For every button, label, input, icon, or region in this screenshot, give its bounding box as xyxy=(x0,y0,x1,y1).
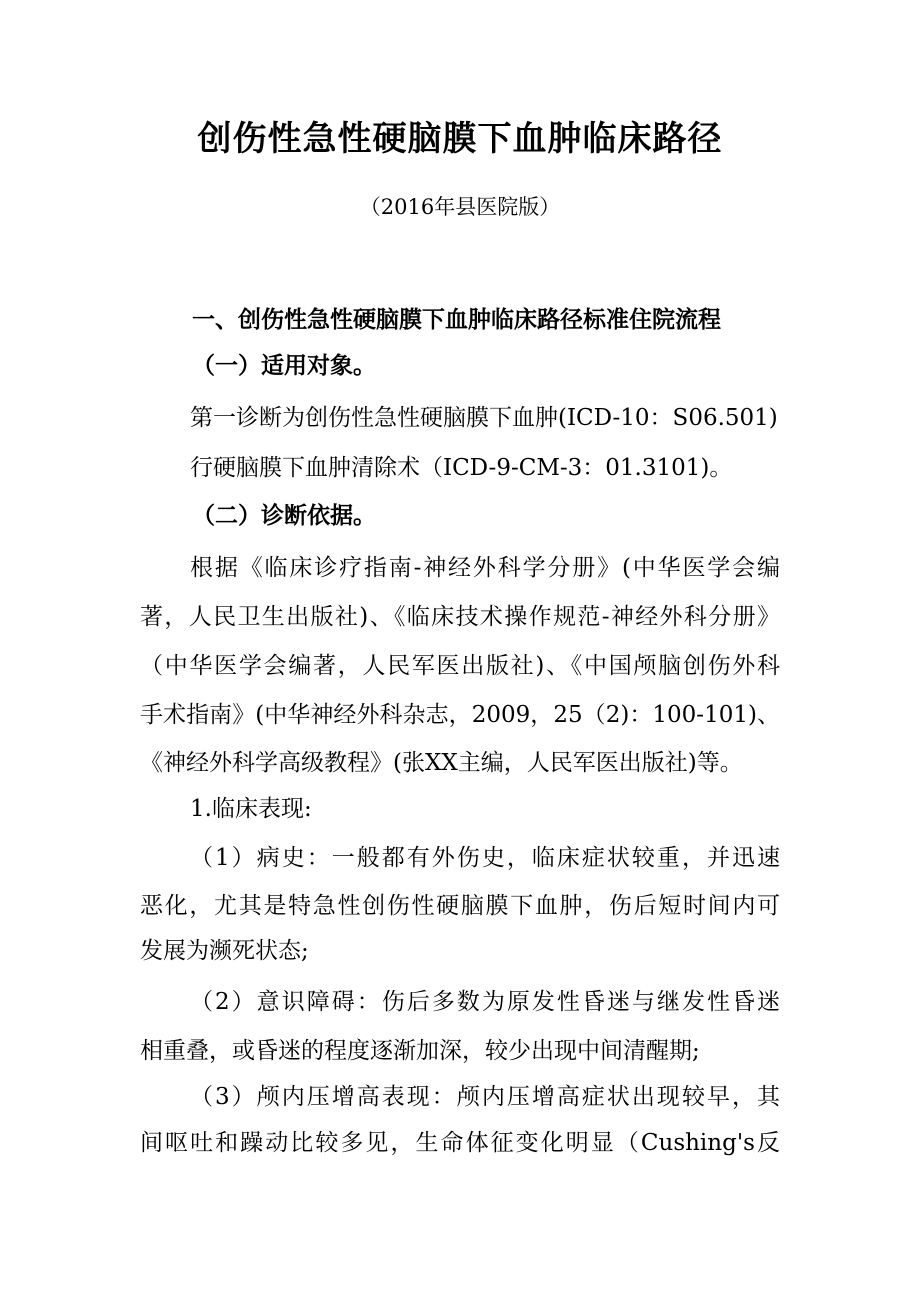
section-heading: 一、创伤性急性硬脑膜下血肿临床路径标准住院流程 xyxy=(192,307,721,333)
paragraph-line: （2）意识障碍：伤后多数为原发性昏迷与继发性昏迷 xyxy=(190,989,780,1015)
paragraph-line: （1）病史：一般都有外伤史，临床症状较重，并迅速 xyxy=(190,845,780,871)
paragraph-line: 相重叠，或昏迷的程度逐渐加深，较少出现中间清醒期; xyxy=(140,1038,700,1064)
paragraph-line: 根据《临床诊疗指南-神经外科学分册》(中华医学会编 xyxy=(190,555,780,581)
paragraph-line: 《神经外科学高级教程》(张XX主编，人民军医出版社)等。 xyxy=(140,750,743,776)
paragraph-line: （中华医学会编著，人民军医出版社)、《中国颅脑创伤外科 xyxy=(140,653,780,679)
paragraph-line: 著，人民卫生出版社)、《临床技术操作规范-神经外科分册》 xyxy=(140,604,780,630)
paragraph-line: 手术指南》(中华神经外科杂志，2009，25（2)：100-101)、 xyxy=(140,702,780,728)
paragraph-line: （3）颅内压增高表现：颅内压增高症状出现较早，其 xyxy=(190,1084,780,1110)
paragraph-line: 行硬脑膜下血肿清除术（ICD-9-CM-3：01.3101)。 xyxy=(190,455,733,481)
clinical-heading: 1.临床表现: xyxy=(190,796,312,822)
subsection-heading-applicable: （一）适用对象。 xyxy=(192,353,376,379)
paragraph-line: 间呕吐和躁动比较多见，生命体征变化明显（Cushing's反 xyxy=(140,1130,780,1156)
paragraph-line: 第一诊断为创伤性急性硬脑膜下血肿(ICD-10：S06.501) xyxy=(190,405,778,431)
paragraph-line: 发展为濒死状态; xyxy=(140,938,309,964)
paragraph-line: 恶化，尤其是特急性创伤性硬脑膜下血肿，伤后短时间内可 xyxy=(140,893,780,919)
document-subtitle: （2016年县医院版） xyxy=(359,195,561,219)
subsection-heading-diagnosis: （二）诊断依据。 xyxy=(192,503,376,529)
document-title: 创伤性急性硬脑膜下血肿临床路径 xyxy=(197,119,723,159)
